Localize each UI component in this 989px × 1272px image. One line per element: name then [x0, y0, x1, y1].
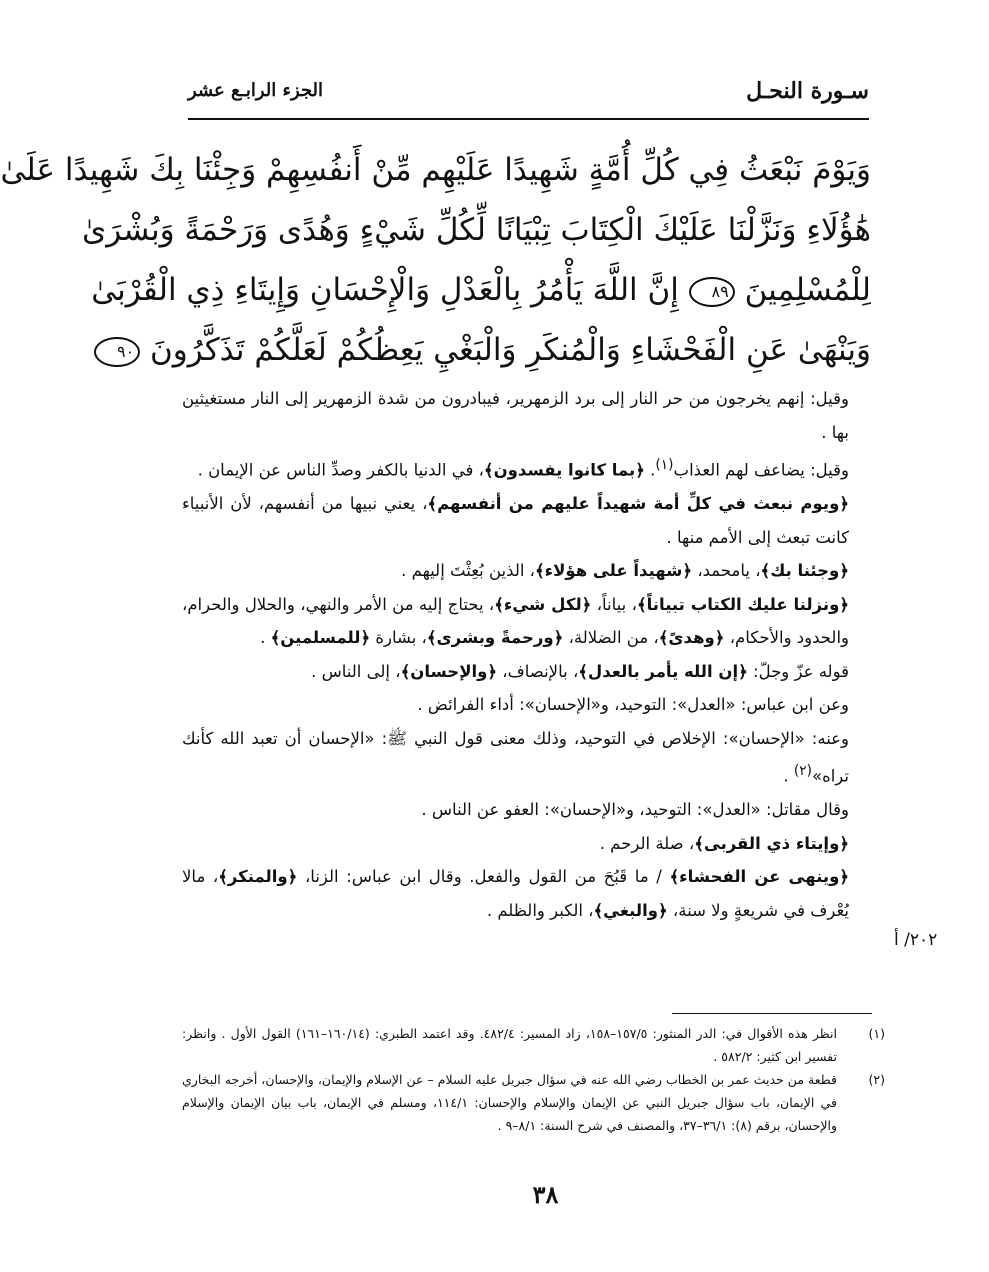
juz-label: الجزء الرابـع عشر: [188, 80, 324, 101]
quran-quote: ﴿وجئنا بك﴾: [760, 561, 849, 580]
text-span: ، يعني نبيها من أنفسهم، لأن الأنبياء كانت تبعث إلى الأمم منها .: [182, 494, 849, 547]
manuscript-folio-note: ٢٠٢/ أ: [894, 930, 938, 950]
text-span: وقيل: يضاعف لهم العذاب: [673, 460, 849, 480]
verse-line-2: هَٰؤُلَاءِ وَنَزَّلْنَا عَلَيْكَ الْكِتَابَ تِبْيَانًا لِّكُلِّ شَيْءٍ وَهُدًى وَرَحْمَةً وَبُشْرَىٰ: [81, 212, 871, 248]
footnote-number: (١): [868, 1026, 885, 1041]
text-span: ، صلة الرحم .: [599, 833, 695, 853]
text-span: ، في الدنيا بالكفر وصدِّ الناس عن الإيمان .: [197, 460, 484, 480]
footnote-ref-2: (٢): [793, 763, 812, 779]
quran-quote: ﴿لكل شيء﴾: [494, 594, 592, 614]
commentary-para-10: [182, 827, 877, 861]
quran-quote: ﴿إن الله يأمر بالعدل﴾: [578, 661, 748, 681]
text-span: ، يحتاج إليه من الأمر والنهي، والحلال والحرام، والحدود والأحكام،: [182, 594, 849, 647]
quran-quote: ﴿شهيداً على هؤلاء﴾: [535, 561, 693, 580]
commentary-para-11: [182, 860, 877, 927]
text-span: / ما قَبُحَ من القول والفعل. وقال ابن عباس: الزنا،: [297, 867, 670, 886]
quran-quote: ﴿للمسلمين﴾: [270, 628, 371, 647]
text-span: ، من الضلالة،: [563, 628, 659, 647]
verse-line-3: [91, 260, 871, 320]
text-span: ، إلى الناس .: [311, 661, 401, 681]
footnotes: [182, 1022, 885, 1137]
verse-line-4: [116, 320, 871, 380]
quran-quote: ﴿والبغي﴾: [593, 900, 668, 920]
footnote-ref-1: (١): [655, 457, 674, 473]
quran-quote: ﴿والمنكر﴾: [218, 867, 298, 886]
verse-line-3-end: إِنَّ اللَّهَ يَأْمُرُ بِالْعَدْلِ وَالْإِحْسَانِ وَإِيتَاءِ ذِي الْقُرْبَىٰ: [91, 272, 679, 308]
quran-quote: ﴿ورحمةً وبشرى﴾: [426, 628, 564, 647]
surah-title: سـورة النحـل: [746, 78, 869, 104]
footnote-text: انظر هذه الأقوال في: الدر المنثور: ١٥٧/٥–١٥٨، زاد المسير: ٤٨٢/٤. وقد اعتمد الطبري: (١٦٠/١٤–١٦١) القول الأول . وانظر: تفسير ابن كثير: ٥٨٢/٢ .: [182, 1026, 837, 1064]
commentary-para-8: [182, 722, 877, 794]
text-span: ، مالا يُعْرف في شريعةٍ ولا سنة،: [182, 867, 849, 920]
quran-quote: ﴿وينهى عن الفحشاء﴾: [669, 867, 849, 886]
quran-quote: ﴿ويوم نبعث في كلِّ أمة شهيداً عليهم من أنفسهم﴾: [427, 494, 849, 513]
text-span: ، الذين بُعِثْتَ إليهم .: [401, 561, 535, 580]
verse-line-4-text: وَيَنْهَىٰ عَنِ الْفَحْشَاءِ وَالْمُنكَرِ وَالْبَغْيِ يَعِظُكُمْ لَعَلَّكُمْ تَذَكَّرُونَ: [150, 332, 871, 368]
ayah-number-90: ٩٠: [94, 337, 140, 367]
text-span: ، يامحمد،: [692, 561, 761, 580]
verse-line-1: وَيَوْمَ نَبْعَثُ فِي كُلِّ أُمَّةٍ شَهِيدًا عَلَيْهِم مِّنْ أَنفُسِهِمْ وَجِئْنَا بِكَ شَهِيدًا عَلَىٰ: [0, 152, 871, 188]
quran-quote: ﴿بما كانوا يفسدون﴾: [483, 460, 645, 480]
footnote-text: قطعة من حديث عمر بن الخطاب رضي الله عنه في سؤال جبريل عليه السلام – عن الإسلام والإيمان، والإحسان، أخرجه البخاري في الإيمان، باب سؤال جبريل النبي عن الإيمان والإسلام والإحسان: ١١٤/١، ومسلم في الإيمان، باب بيان الإيمان والإسلام والإحسان، برقم (٨): ٣٦/١–٣٧، والمصنف في شرح السنة: ٨/١–٩ .: [182, 1072, 837, 1133]
commentary-para-4: [182, 554, 877, 588]
ayah-number-89: ٨٩: [689, 277, 735, 307]
text-span: .: [644, 460, 656, 480]
quran-quote: ﴿ونزلنا عليك الكتاب تبياناً﴾: [636, 594, 850, 614]
commentary-para-5: [182, 588, 877, 655]
footnote-number: (٢): [868, 1072, 885, 1087]
commentary-para-1: وقيل: إنهم يخرجون من حر النار إلى برد الزمهرير، فيبادرون من شدة الزمهرير إلى النار مستغيثين بها .: [182, 389, 849, 442]
text-span: ، بالإنصاف،: [497, 661, 579, 681]
commentary-para-9: وقال مقاتل: «العدل»: التوحيد، و«الإحسان»: العفو عن الناس .: [421, 800, 849, 819]
text-span: ، بياناً،: [591, 594, 637, 614]
text-span: ، الكبر والظلم .: [486, 900, 594, 920]
quran-verses: [0, 140, 871, 380]
footnote-1: [182, 1022, 885, 1068]
text-span: .: [260, 628, 271, 647]
page-number: ٣٨: [532, 1180, 559, 1209]
header-divider: [188, 118, 869, 120]
quran-quote: ﴿وهدىً﴾: [658, 628, 725, 647]
text-span: قوله عزّ وجلّ:: [747, 661, 849, 681]
footnote-divider: [672, 1013, 872, 1014]
commentary-para-7: وعن ابن عباس: «العدل»: التوحيد، و«الإحسان»: أداء الفرائض .: [417, 695, 849, 714]
running-header: [188, 78, 869, 114]
quran-quote: ﴿والإحسان﴾: [400, 661, 498, 681]
text-span: .: [783, 766, 794, 786]
verse-line-3-start: لِلْمُسْلِمِينَ: [744, 272, 871, 308]
commentary-para-3: [182, 487, 877, 554]
text-span: ، بشارة: [370, 628, 427, 647]
commentary-para-6: [182, 655, 877, 689]
commentary-para-2: [182, 449, 877, 487]
quran-quote: ﴿وإيتاء ذي القربى﴾: [694, 833, 849, 853]
footnote-2: [182, 1068, 885, 1137]
tafsir-commentary: [182, 382, 877, 927]
text-span: وعنه: «الإحسان»: الإخلاص في التوحيد، وذلك معنى قول النبي ﷺ: «الإحسان أن تعبد الله كأنك تراه»: [182, 728, 849, 786]
